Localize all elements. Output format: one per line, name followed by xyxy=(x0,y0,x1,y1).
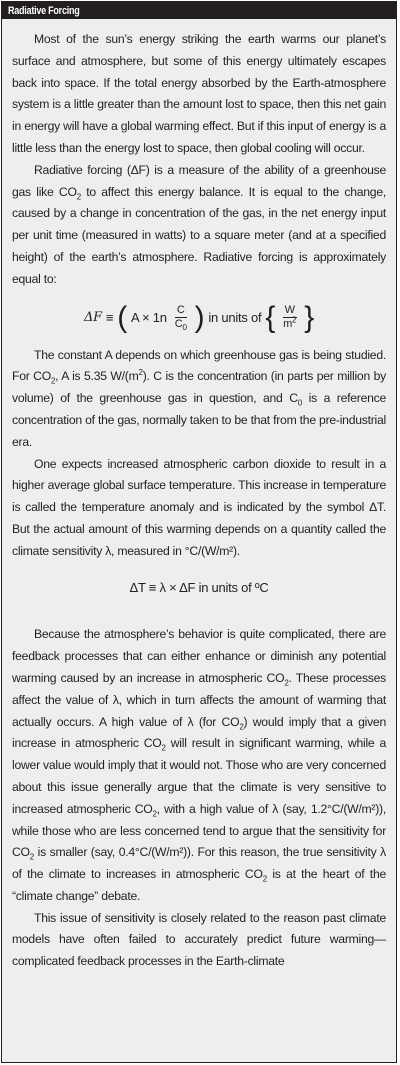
units-denominator: $m^2$ xyxy=(283,315,297,331)
paragraph-feedback: Because the atmosphere’s behavior is quite complicated, there are feedback processes that can either enhance or diminish any potential warming caused by an increase in atmospheric $CO_2$. These processes affect the value of λ, which in turn affects the amount of warming that actually occurs. A high value of λ (for $CO_2$) would imply that a given increase in atmospheric $CO_2$ will result in significant warming, while a lower value would imply that it would not. Those who are very concerned about this issue generally argue that the climate is very sensitive to increased atmospheric $CO_2$, with a high value of λ (say, 1.2°C/(W/m²)), while those who are less concerned tend to argue that the sensitivity for $CO_2$ is smaller (say, 0.4°C/(W/m²)). For this reason, the true sensitivity λ of the climate to increases in atmospheric $CO_2$ is at the heart of the “climate change” debate. xyxy=(12,627,387,903)
paragraph-climate-sensitivity: One expects increased atmospheric carbon dioxide to result in a higher average global surface temperature. This increase in temperature is called the temperature anomaly and is indicated by the symbol ΔT. But the actual amount of this warming depends on a quantity called the climate sensitivity λ, measured in °C/(W/m²). xyxy=(12,456,386,558)
open-brace-icon: { xyxy=(265,300,276,334)
sidebar-header xyxy=(2,2,396,19)
paragraph-radiative-forcing: Radiative forcing (ΔF) is a measure of the ability of a greenhouse gas like $CO_2$ to affect this energy balance. It is equal to the change, caused by a change in concentration of the gas, in the net energy input per unit time (measured in watts) to a square meter (and at a specified height) of the earth’s atmosphere. Radiative forcing is approximately equal to: xyxy=(12,162,386,286)
close-brace-icon: } xyxy=(304,300,314,334)
open-paren-icon: ( xyxy=(117,300,128,334)
units-fraction xyxy=(281,304,298,331)
paragraph-sensitivity-models: This issue of sensitivity is closely related to the reason past climate models have often failed to accurately predict future warming—complicated feedback processes in the Earth-climate xyxy=(12,910,386,969)
radiative-forcing-sidebar xyxy=(1,1,397,1063)
paragraph-constant-a: The constant A depends on which greenhouse gas is being studied. For $CO_2$, A is 5.35 $W/(m^2)$. C is the concentration (in parts per million by volume) of the greenhouse gas in question, and $C_0$ is a reference concentration of the gas, normally taken to be that from the pre-industrial era. xyxy=(12,347,387,449)
formula-a-ln: A × 1n xyxy=(131,309,167,325)
sidebar-body xyxy=(2,19,396,973)
paragraph-energy-balance: Most of the sun’s energy striking the earth warms our planet’s surface and atmosphere, but some of this energy ultimately escapes back into space. If the total energy absorbed by the Earth-atmosphere system is a little greater than the amount lost to space, then this net gain in energy will have a global warming effect. But if this input of energy is a little less than the energy lost to space, then global cooling will occur. xyxy=(12,32,386,155)
formula-units-text: in units of xyxy=(208,309,262,325)
fraction-denominator: $C_0$ xyxy=(174,318,187,333)
fraction-numerator: C xyxy=(176,304,185,317)
units-numerator: W xyxy=(284,304,295,317)
temperature-anomaly-formula: ΔT ≡ λ × ΔF in units of ºC xyxy=(129,579,269,595)
radiative-forcing-formula xyxy=(12,300,386,334)
sidebar-title: Radiative Forcing xyxy=(8,4,80,17)
formula-equiv: ≡ xyxy=(105,309,114,325)
concentration-fraction xyxy=(173,304,189,331)
formula-lhs: ΔF xyxy=(84,309,102,325)
close-paren-icon: ) xyxy=(194,300,205,334)
